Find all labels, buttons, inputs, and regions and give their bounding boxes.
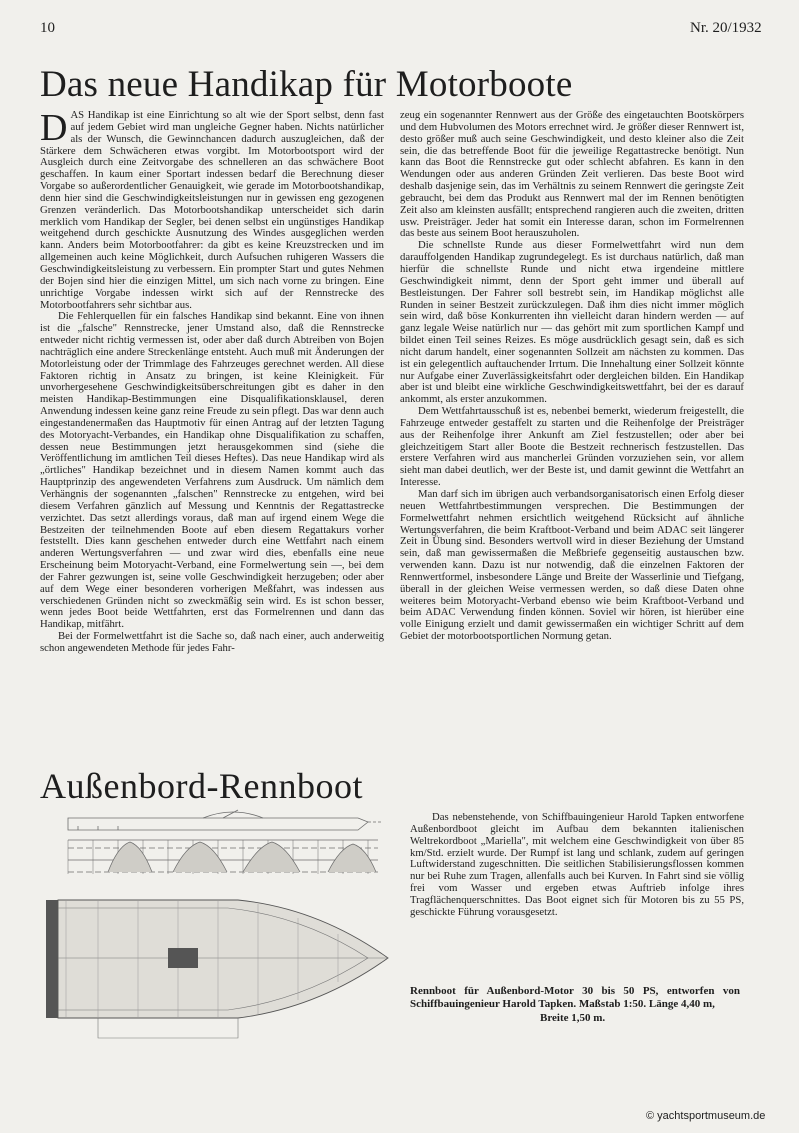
article-title: Das neue Handikap für Motorboote [40, 64, 573, 105]
page-number: 10 [40, 20, 55, 36]
section-title: Außenbord-Rennboot [40, 766, 363, 806]
paragraph-6: Dem Wettfahrtausschuß ist es, nebenbei bemerkt, wiederum freigestellt, die Fahrzeuge entweder gestaffelt zu starten und die Reihenfolge der Preisträger aus der Reihenfolge ihrer Ankunft am Ziel festzustellen; oder aber bei gleichzeitigem Start aller Boote die Bestzeit rechnerisch festzustellen. Das erstere Verfahren wird aus mancherlei Gründen vorzuziehen sein, vor allem sieht man dabei deutlich, wer der Beste ist, und damit gewinnt die Wettfahrt an Interesse. [400, 405, 744, 489]
article-left-column [40, 110, 384, 730]
paragraph-3: Bei der Formelwettfahrt ist die Sache so, daß nach einer, auch anderweitig schon angewendeten Methode für jedes Fahr- [40, 630, 384, 654]
figure-caption-end: Breite 1,50 m. [540, 1012, 606, 1024]
paragraph-text: AS Handikap ist eine Einrichtung so alt wie der Sport selbst, denn fast auf jedem Gebiet wird man ungleiche Gegner haben. Nichts natürlicher als der Wunsch, die Gewinnchancen dadurch auszugleichen, daß der Stärkere dem Schwächeren etwas vorgibt. Im Motorbootsport wird der Ausgleich durch eine Zeitvorgabe des schnelleren an das schwächere Boot geschaffen. In kaum einer Sportart indessen bedarf die Berechnung dieser Vorgabe so außerordentlicher Genauigkeit, wie gerade im Motorbootshandikap, denn hier sind die Geschwindigkeitsleistungen nur in gewissen eng gezogenen Grenzen veränderlich. Das Motorbootshandikap unterscheidet sich darin merklich vom Handikap der Segler, bei denen selbst ein ungünstiges Handikap weitgehend durch geschickte Ausnutzung des Windes ausgeglichen werden kann. Anders beim Motorbootfahrer: da gibt es keine Kreuzstrecken und im allgemeinen auch keine Möglichkeit, durch Aufsuchen ruhigeren Wassers die Geschwindigkeitsleistung zu verbessern. Ein prompter Start und gutes Nehmen der Bojen sind hier die einzigen Mittel, um sich nach vorne zu bringen. Eine unrichtige Vorgabe indessen wirkt sich auf der Rennstrecke des Motorbootfahrers sehr sichtbar aus. [40, 110, 384, 311]
issue-number: Nr. 20/1932 [690, 20, 762, 36]
description-text: Das nebenstehende, von Schiffbauingenieur Harold Tapken entworfene Außenbordboot gleicht im Aufbau dem bekannten italienischen Weltrekordboot „Mariella", mit welchem eine Geschwindigkeit von über 85 km/Std. erzielt wurde. Der Rumpf ist lang und schlank, zudem auf geringen Luftwiderstand zugeschnitten. Die seitlichen Stabilisierungsflossen kommen nur bei Ruhe zum Tragen, allenfalls auch bei Kurven. In Fahrt sind sie völlig frei vom Wasser und ergeben etwas Auftrieb infolge ihres Tragflächenquerschnittes. Das Boot eignet sich für Motoren bis zu 55 PS, geschickte Führung vorausgesetzt. [410, 812, 744, 918]
paragraph-4: zeug ein sogenannter Rennwert aus der Größe des eingetauchten Bootskörpers und dem Hubvolumen des Motors errechnet wird. Je größer dieser Rennwert ist, desto größer muß auch seine Geschwindigkeit, und desto kleiner also die Zeit sein, die das betreffende Boot für die jeweilige Regattastrecke benötigt. Nun kann das Boot die Rennstrecke gut oder schlecht abfahren. Es kann in den Wendungen oder aus anderen Gründen Zeit verlieren. Das beste Boot wird deshalb dasjenige sein, das im Verhältnis zu seinem Rennwert die geringste Zeit gebraucht, bei dem das Produkt aus Rennwert mal der im Rennen benötigten Zeit also am kleinsten ausfällt; entsprechend rangieren auch die zweiten, dritten usw. Preisträger. Jeder hat somit ein Interesse daran, schon im Formelrennen das beste aus seinem Boot herauszuholen. [400, 110, 744, 240]
paragraph-1 [40, 110, 384, 311]
figure-caption: Rennboot für Außenbord-Motor 30 bis 50 PS, entworfen von Schiffbauingenieur Harold Tapken. Maßstab 1:50. Länge 4,40 m, [410, 985, 740, 1010]
paragraph-5: Die schnellste Runde aus dieser Formelwettfahrt wird nun dem darauffolgenden Handikap zugrundegelegt. Es ist durchaus natürlich, daß man hierfür die schnellste Runde und nicht etwa irgendeine mittlere Geschwindigkeit nimmt, denn der Sport geht immer und überall auf Bestleistungen. Der Fahrer soll bestrebt sein, im Handikap möglichst alle Runden in seiner Bestzeit zurückzulegen. Daß ihm dies nicht immer möglich sein wird, daß böse Konkurrenten ihn vielleicht daran hindern werden — auf ganz legale Weise natürlich nur — das gehört mit zum sportlichen Kampf und bildet einen Teil seines Reizes. Es möge ausdrücklich gesagt sein, daß es sich nicht darum handelt, einer sogenannten Sollzeit am nächsten zu kommen. Das ist ein gelegentlich auftauchender Irrtum. Die Innehaltung einer Sollzeit könnte nur Aufgabe einer Zuverlässigkeitsfahrt oder dergleichen bilden. Ein Handikap aber ist und bleibt eine wirkliche Geschwindigkeitswettfahrt, bei der es darauf ankommt, als erster anzukommen. [400, 239, 744, 406]
drop-cap: D [40, 110, 68, 149]
article-right-column [400, 110, 744, 750]
paragraph-2: Die Fehlerquellen für ein falsches Handikap sind bekannt. Eine von ihnen ist die „falsche" Rennstrecke, jener Umstand also, daß die Rennstrecke entweder nicht richtig vermessen ist, oder aber daß durch Abtreiben von Bojen nachträglich eine andere Streckenlänge entsteht. Auch muß mit Änderungen der Motorleistung oder der Trimmlage des Fahrzeuges gerechnet werden. All diese Faktoren richtig in Ansatz zu bringen, ist keine Kleinigkeit. Für unvorhergesehene Geschwindigkeitsüberschreitungen gibt es daher in den meisten Handikap-Bestimmungen eine Disqualifikationsklausel, deren Anwendung indessen keine ganz reine Freude zu sein pflegt. Das war denn auch eingestandenermaßen das Hauptmotiv für einen Antrag auf der letzten Tagung des Motoryacht-Verbandes, ein Handikap ohne Disqualifikation zu schaffen, dessen neue Bestimmungen jetzt herausgekommen sind (siehe die Veröffentlichung im amtlichen Teil dieses Heftes). Das neue Handikap wird als „örtliches" Handikap bezeichnet und in diesem Namen kommt auch das Hauptprinzip des angewendeten Verfahrens zum Ausdruck. Um nämlich dem Verhängnis der sogenannten „falschen" Rennstrecke zu entgehen, wird bei diesem Verfahren gänzlich auf Messung und Kenntnis der Regattastrecke verzichtet. Das setzt allerdings voraus, daß man auf irgend einem Wege die Bestzeiten der teilnehmenden Boote auf eben diesem Regattakurs vorher feststellt. Dies kann geschehen entweder durch eine Wettfahrt nach einem anderen Wertungsverfahren — und zwar wird dies, ebenfalls eine neue Erscheinung beim Motoryacht-Verband, eine Formelwertung sein —, bei dem der Fahrer gezwungen ist, seine volle Geschwindigkeit herzugeben; oder aber auf dem Wege einer besonderen vorherigen Meßfahrt, was indessen aus verschiedenen Gründen nicht so zweckmäßig sein wird. Es ist schon besser, wenn jedes Boot beide Wettfahrten, erst das Formelrennen und dann das Handikap, mitfährt. [40, 310, 384, 631]
boat-sections-view [68, 840, 378, 874]
boat-plan-view [46, 900, 388, 1038]
boat-side-view [68, 810, 383, 830]
paragraph-7: Man darf sich im übrigen auch verbandsorganisatorisch einen Erfolg dieser neuen Wettfahrtbestimmungen versprechen. Die Bestimmungen der Formelwettfahrt nehmen ersichtlich weitgehend Rücksicht auf ähnliche Wertungsverfahren, die beim Kraftboot-Verband und beim ADAC seit längerer Zeit in Übung sind. Besonders wertvoll wird in dieser Beziehung der Umstand sein, daß man gewissermaßen die Meßbriefe gegenseitig austauschen bzw. verwenden kann. Dazu ist nur notwendig, daß die einzelnen Faktoren der Rennwertformel, insbesondere Länge und Breite der Wasserlinie und Tiefgang, überall in der gleichen Weise vermessen werden, so daß diese Daten ohne weiteres beim Motoryacht-Verband ebenso wie beim Kraftboot-Verband und beim ADAC Verwendung finden können. Soviel wir hören, ist hierüber eine volle Einigung erzielt und damit gewissermaßen ein wichtiger Schritt auf dem Gebiet der motorbootsportlichen Normung getan. [400, 488, 744, 643]
boat-drawing [38, 808, 398, 1048]
watermark: © yachtsportmuseum.de [646, 1110, 766, 1122]
section-description [410, 812, 744, 952]
